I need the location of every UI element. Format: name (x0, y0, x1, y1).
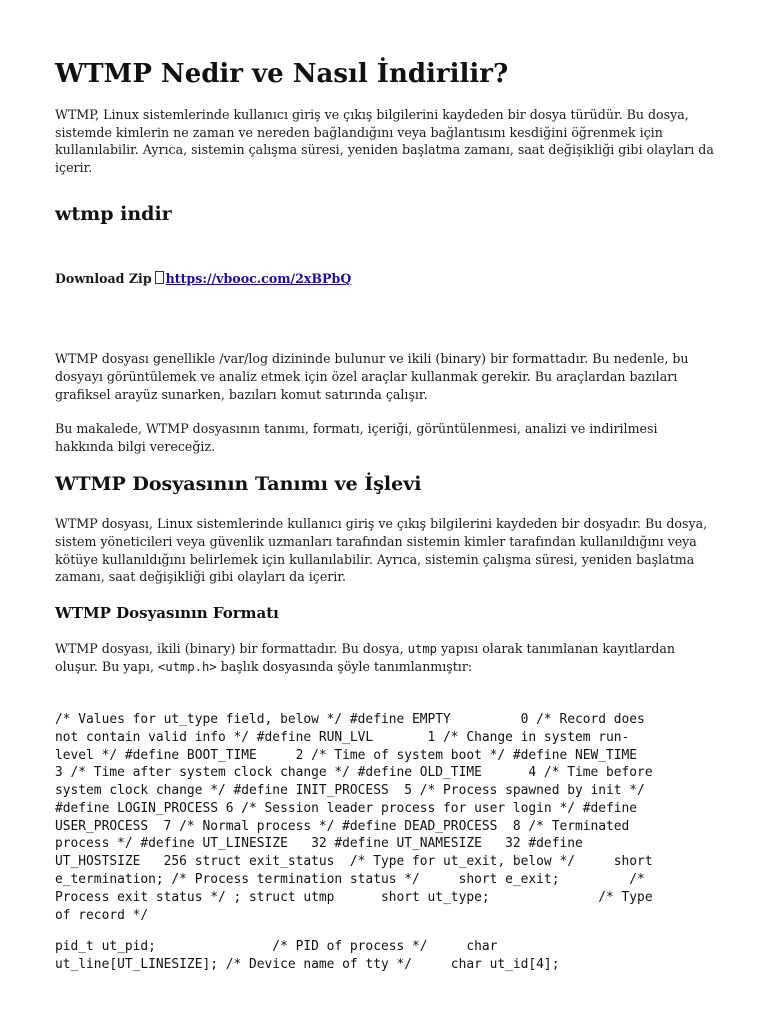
article-intro-paragraph: Bu makalede, WTMP dosyasının tanımı, formatı, içeriği, görüntülenmesi, analizi ve indirilmesi hakkında bilgi vereceğiz. (55, 421, 658, 454)
intro-paragraph: WTMP, Linux sistemlerinde kullanıcı giriş ve çıkış bilgilerini kaydeden bir dosya türüdür. Bu dosya, sistemde kimlerin ne zaman ve nereden bağlandığını veya bağlantısını kesdiğini öğrenmek için kullanılabilir. Ayrıca, sistemin çalışma süresi, yeniden başlatma zamanı, saat değişikliği gibi olayları da içerir. (55, 107, 714, 175)
location-paragraph: WTMP dosyası genellikle /var/log dizininde bulunur ve ikili (binary) bir formattadır. Bu nedenle, bu dosyayı görüntülemek ve analiz etmek için özel araçlar kullanmak gerekir. Bu araçlardan bazıları grafiksel arayüz sunarken, bazıları komut satırında çalışır. (55, 351, 689, 402)
format-text-part2: yapısı olarak tanımlanan kayıtlardan oluşur. Bu yapı, (55, 640, 676, 675)
inline-code-utmp-h: <utmp.h> (158, 660, 217, 675)
section-heading-tanim: WTMP Dosyasının Tanımı ve İşlevi (55, 473, 422, 496)
download-line (55, 270, 714, 288)
format-paragraph (55, 640, 714, 677)
download-label: Download Zip (55, 271, 152, 287)
format-text-part3: başlık dosyasında şöyle tanımlanmıştır: (216, 659, 473, 675)
code-block-utmp-fields: pid_t ut_pid; /* PID of process */ char ut_line[UT_LINESIZE]; /* Device name of tty */ char ut_id[4]; (55, 939, 560, 973)
code-block-utmp-defines: /* Values for ut_type field, below */ #define EMPTY 0 /* Record does not contain valid info */ #define RUN_LVL 1 /* Change in system run- level */ #define BOOT_TIME 2 /* Time of system boot */ #define NEW_TIME 3 /* Time after system clock change */ #define OLD_TIME 4 /* Time before system clock change */ #define INIT_PROCESS 5 /* Process spawned by init */ #define LOGIN_PROCESS 6 /* Session leader process for user login */ #define USER_PROCESS 7 /* Normal process */ #define DEAD_PROCESS 8 /* Terminated process */ #define UT_LINESIZE 32 #define UT_NAMESIZE 32 #define UT_HOSTSIZE 256 struct exit_status /* Type for ut_exit, below */ short e_termination; /* Process termination status */ short e_exit; /* Process exit status */ ; struct utmp short ut_type; /* Type of record */ (55, 711, 653, 923)
download-link[interactable]: https://vbooc.com/2xBPbQ (165, 271, 352, 287)
inline-code-utmp: utmp (407, 641, 438, 656)
format-text-part1: WTMP dosyası, ikili (binary) bir formattadır. Bu dosya, (55, 640, 408, 656)
page-title: WTMP Nedir ve Nasıl İndirilir? (55, 59, 509, 89)
missing-glyph-box-icon (155, 271, 164, 284)
section-heading-format: WTMP Dosyasının Formatı (55, 603, 279, 622)
tanim-paragraph: WTMP dosyası, Linux sistemlerinde kullanıcı giriş ve çıkış bilgilerini kaydeden bir dosyadır. Bu dosya, sistem yöneticileri veya güvenlik uzmanları tarafından sistemin kimler tarafından kullanıldığını veya kötüye kullanıldığını belirlemek için kullanılabilir. Ayrıca, sistemin çalışma süresi, yeniden başlatma zamanı, saat değişikliği gibi olayları da içerir. (55, 516, 708, 585)
section-heading-indir: wtmp indir (55, 203, 172, 226)
